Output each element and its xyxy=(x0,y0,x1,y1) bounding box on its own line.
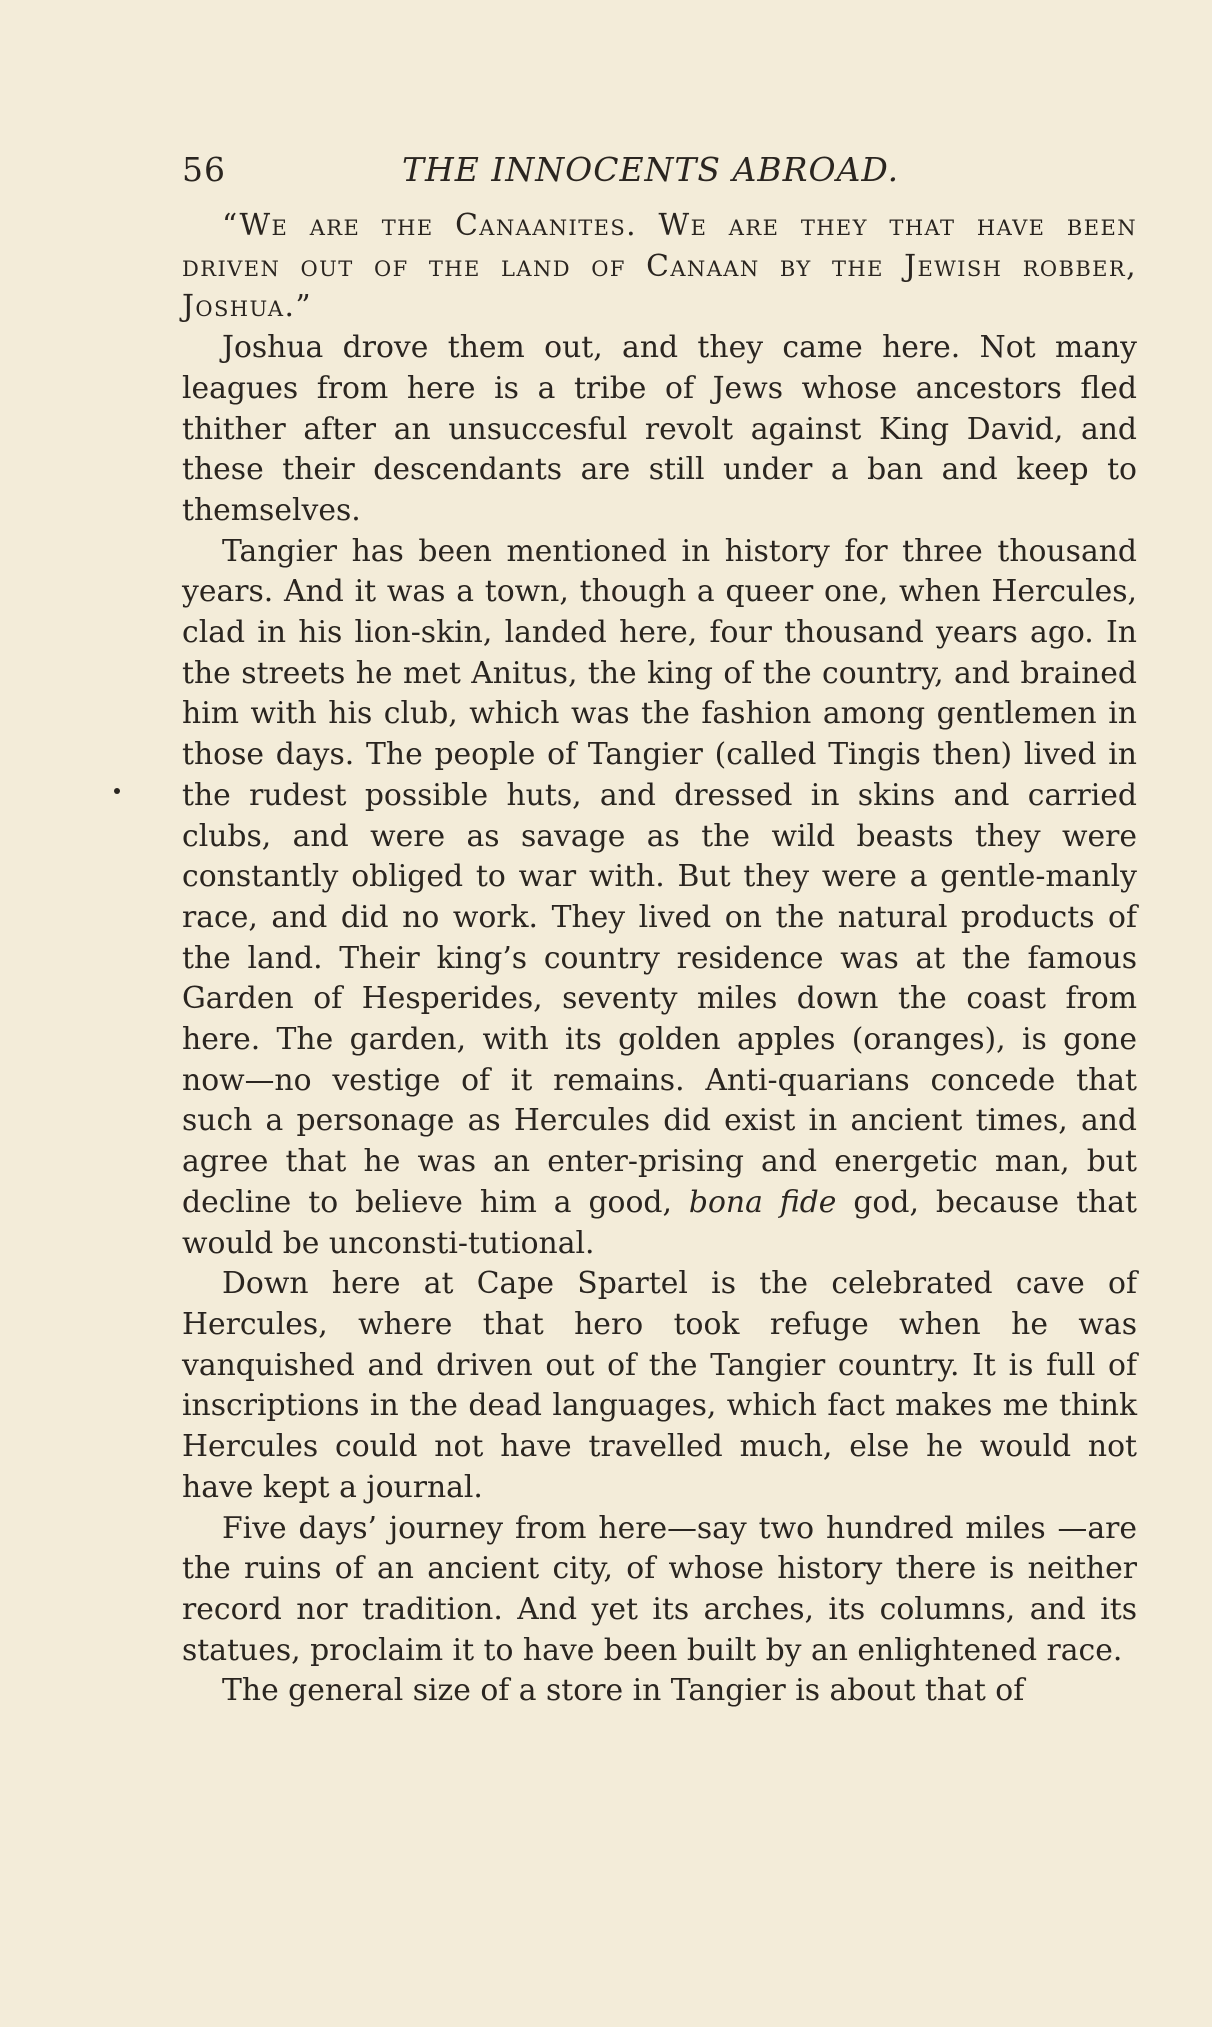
margin-speck xyxy=(114,788,120,794)
running-head xyxy=(182,150,1137,206)
italic-bona-fide: bona fide xyxy=(688,1184,837,1220)
paragraph-tangier xyxy=(182,532,1137,1265)
paragraph-joshua: Joshua drove them out, and they came here. Not many leagues from here is a tribe of Jews whose ancestors fled thither after an unsuccesful revolt against King David, and these their descendants are still under a ban and keep to themselves. xyxy=(182,330,1137,528)
paragraph-ruins: Five days’ journey from here—say two hundred miles —are the ruins of an ancient city, of whose history there is neither record nor tradition. And yet its arches, its columns, and its statues, proclaim it to have been built by an enlightened race. xyxy=(182,1510,1137,1668)
paragraph-cape-spartel: Down here at Cape Spartel is the celebrated cave of Hercules, where that hero took refuge when he was vanquished and driven out of the Tangier country. It is full of inscriptions in the dead languages, which fact makes me think Hercules could not have travelled much, else he would not have kept a journal. xyxy=(182,1266,1137,1505)
book-page xyxy=(182,150,1137,1712)
running-title: THE INNOCENTS ABROAD. xyxy=(402,150,900,189)
page-number: 56 xyxy=(182,150,226,189)
paragraph-tangier-end: god, because that would be unconsti-tutional. xyxy=(182,1184,1137,1261)
paragraph-tangier-text: Tangier has been mentioned in history for three thousand years. And it was a town, though a queer one, when Hercules, clad in his lion-skin, landed here, four thousand years ago. In the streets he met Anitus, the king of the country, and brained him with his club, which was the fashion among gentlemen in those days. The people of Tangier (called Tingis then) lived in the rudest possible huts, and dressed in skins and carried clubs, and were as savage as the wild beasts they were constantly obliged to war with. But they were a gentle-manly race, and did no work. They lived on the natural products of the land. Their king’s country residence was at the famous Garden of Hesperides, seventy miles down the coast from here. The garden, with its golden apples (oranges), is gone now—no vestige of it remains. Anti-quarians concede that such a personage as Hercules did exist in ancient times, and agree that he was an enter-prising and energetic man, but decline to believe him a good, xyxy=(182,533,1137,1220)
body-text xyxy=(182,206,1137,1712)
paragraph-store: The general size of a store in Tangier is about that of xyxy=(222,1673,1025,1709)
paragraph-inscription: “We are the Canaanites. We are they that have been driven out of the land of Canaan by the Jewish robber, Joshua.” xyxy=(182,208,1137,325)
